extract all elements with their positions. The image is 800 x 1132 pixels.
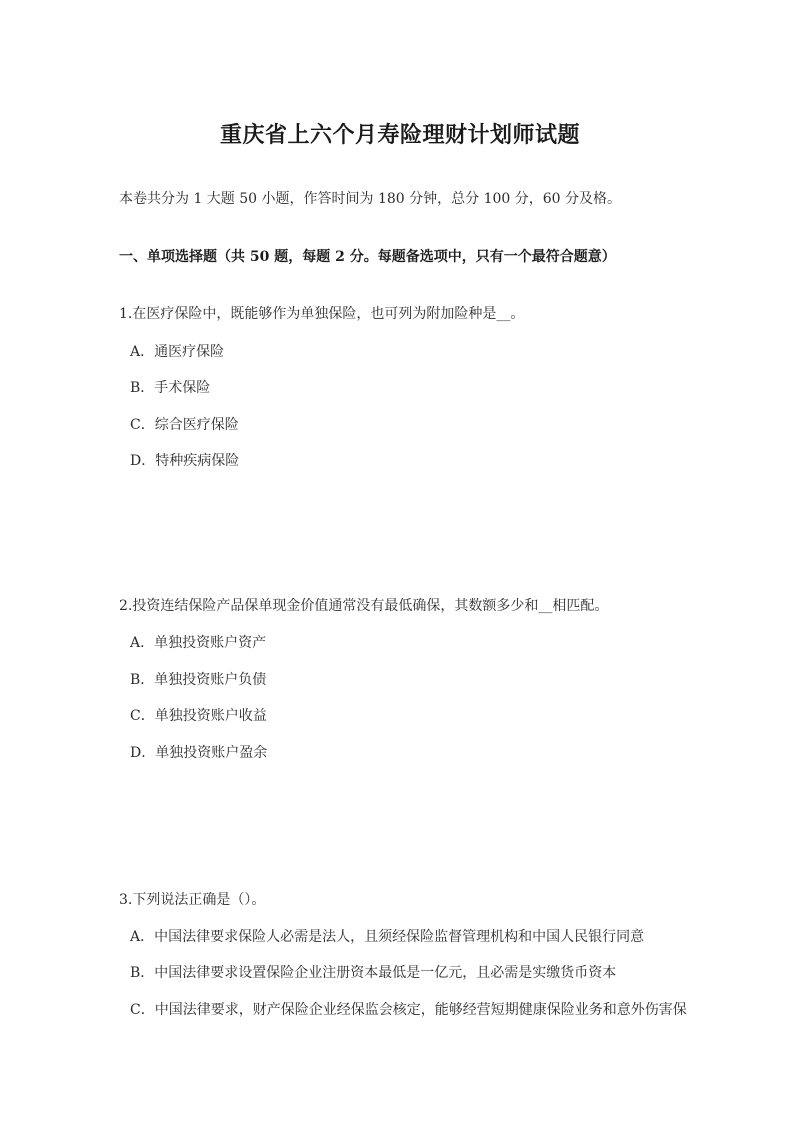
option-d: D．特种疾病保险 xyxy=(130,453,240,469)
option-c: C．单独投资账户收益 xyxy=(130,708,267,724)
option-b: B．中国法律要求设置保险企业注册资本最低是一亿元，且必需是实缴货币资本 xyxy=(130,965,617,981)
option-c: C．中国法律要求，财产保险企业经保监会核定，能够经营短期健康保险业务和意外伤害保 xyxy=(130,1002,687,1018)
option-a: A．中国法律要求保险人必需是法人，且须经保险监督管理机构和中国人民银行同意 xyxy=(130,929,645,945)
option-d: D．单独投资账户盈余 xyxy=(130,745,268,761)
option-c: C．综合医疗保险 xyxy=(130,417,239,433)
exam-intro: 本卷共分为 1 大题 50 小题，作答时间为 180 分钟，总分 100 分，60 分及格。 xyxy=(119,191,622,207)
option-a: A．通医疗保险 xyxy=(130,344,225,360)
option-b: B．手术保险 xyxy=(130,380,211,396)
question-stem: 2.投资连结保险产品保单现金价值通常没有最低确保，其数额多少和__相匹配。 xyxy=(119,598,609,614)
question-stem: 1.在医疗保险中，既能够作为单独保险，也可列为附加险种是__。 xyxy=(119,306,525,322)
option-a: A．单独投资账户资产 xyxy=(130,635,267,651)
section-heading: 一、单项选择题（共 50 题，每题 2 分。每题备选项中，只有一个最符合题意） xyxy=(119,249,616,265)
option-b: B．单独投资账户负债 xyxy=(130,672,267,688)
question-stem: 3.下列说法正确是（）。 xyxy=(119,892,266,908)
document-title: 重庆省上六个月寿险理财计划师试题 xyxy=(219,122,580,148)
